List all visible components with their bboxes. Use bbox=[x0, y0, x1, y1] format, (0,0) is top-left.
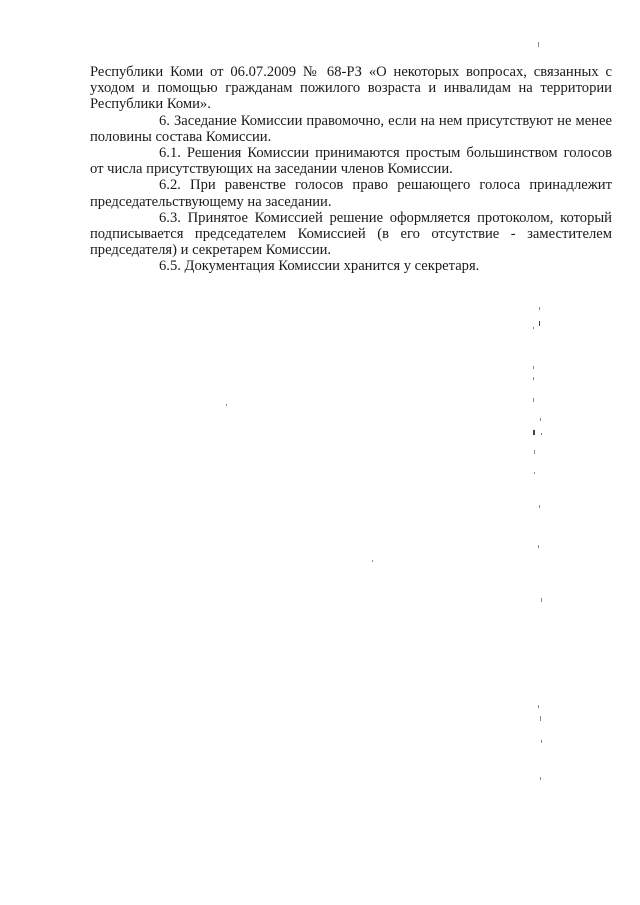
paragraph-6-2: 6.2. При равенстве голосов право решающего голоса принадлежит председательствующему на заседании. bbox=[90, 177, 612, 210]
scan-speck bbox=[540, 418, 541, 421]
scan-speck bbox=[541, 740, 542, 743]
scan-speck bbox=[372, 560, 373, 562]
paragraph-6-3: 6.3. Принятое Комиссией решение оформляется протоколом, который подписывается председателем Комиссией (в его отсутствие - заместителем председателя) и секретарем Комиссии. bbox=[90, 209, 612, 259]
scan-speck bbox=[534, 472, 535, 474]
scan-speck bbox=[533, 430, 535, 435]
scan-speck bbox=[533, 398, 534, 402]
scan-speck bbox=[226, 404, 227, 406]
scan-speck bbox=[538, 42, 539, 47]
scan-speck bbox=[533, 366, 534, 369]
scan-speck bbox=[538, 705, 539, 708]
scan-speck bbox=[541, 433, 542, 435]
scan-speck bbox=[540, 716, 541, 721]
paragraph-6-1: 6.1. Решения Комиссии принимаются простым большинством голосов от числа присутствующих на заседании членов Комиссии. bbox=[90, 145, 612, 178]
scan-speck bbox=[539, 505, 540, 508]
scan-speck bbox=[534, 450, 535, 454]
paragraph-6: 6. Заседание Комиссии правомочно, если на нем присутствуют не менее половины состава Комиссии. bbox=[90, 112, 612, 145]
document-body bbox=[90, 64, 612, 275]
scan-speck bbox=[539, 321, 540, 326]
scan-speck bbox=[533, 327, 534, 329]
paragraph-continuation: Республики Коми от 06.07.2009 № 68-РЗ «О некоторых вопросах, связанных с уходом и помощью гражданам пожилого возраста и инвалидам на территории Республики Коми». bbox=[90, 64, 612, 113]
scan-speck bbox=[539, 307, 540, 310]
scan-speck bbox=[533, 377, 534, 380]
scan-speck bbox=[540, 777, 541, 780]
paragraph-6-5: 6.5. Документация Комиссии хранится у секретаря. bbox=[159, 258, 480, 275]
scan-speck bbox=[541, 598, 542, 602]
scan-speck bbox=[538, 545, 539, 548]
